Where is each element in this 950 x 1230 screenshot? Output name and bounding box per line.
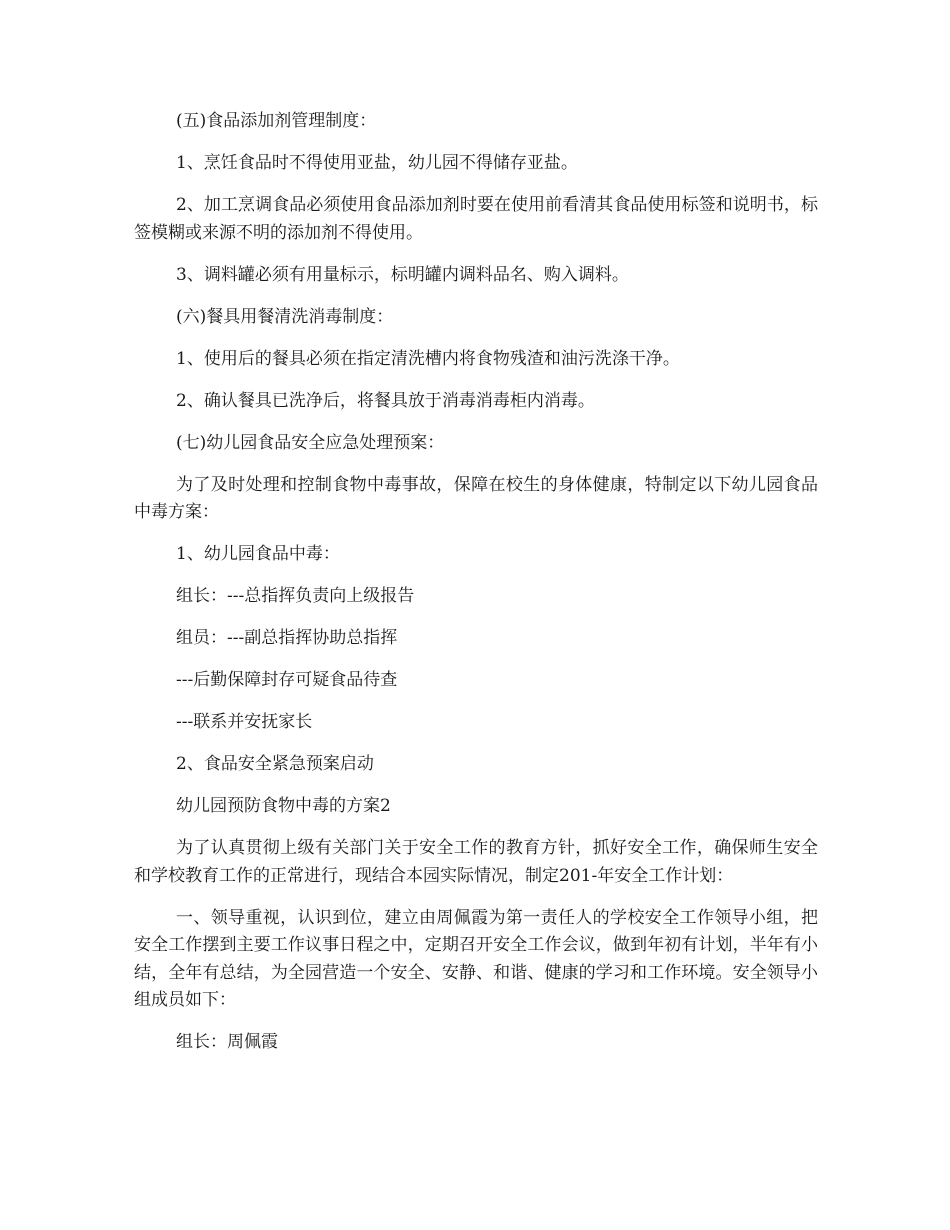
section-heading-tableware-cleaning: (六)餐具用餐清洗消毒制度： <box>176 306 394 327</box>
paragraph: ---后勤保障封存可疑食品待查 <box>176 670 398 690</box>
paragraph: 为了认真贯彻上级有关部门关于安全工作的教育方针，抓好安全工作，确保师生安全和学校教育工作的正常进行，现结合本园实际情况，制定201-年安全工作计划： <box>134 838 818 886</box>
paragraph: 1、幼儿园食品中毒： <box>176 544 340 564</box>
paragraph: 为了及时处理和控制食物中毒事故，保障在校生的身体健康，特制定以下幼儿园食品中毒方案： <box>134 474 818 522</box>
paragraph: 组长：周佩霞 <box>176 1032 278 1052</box>
paragraph: 1、使用后的餐具必须在指定清洗槽内将食物残渣和油污洗涤干净。 <box>176 348 680 369</box>
paragraph: ---联系并安抚家长 <box>176 712 313 732</box>
paragraph: 1、烹饪食品时不得使用亚盐，幼儿园不得储存亚盐。 <box>176 153 578 173</box>
paragraph: 2、确认餐具已洗净后，将餐具放于消毒消毒柜内消毒。 <box>176 390 595 411</box>
paragraph: 2、加工烹调食品必须使用食品添加剂时要在使用前看清其食品使用标签和说明书，标签模糊或来源不明的添加剂不得使用。 <box>134 195 818 243</box>
paragraph: 3、调料罐必须有用量标示，标明罐内调料品名、购入调料。 <box>176 264 629 285</box>
section-heading-emergency-plan: (七)幼儿园食品安全应急处理预案： <box>176 432 445 453</box>
paragraph: 2、食品安全紧急预案启动 <box>176 754 374 774</box>
paragraph: 组长：---总指挥负责向上级报告 <box>176 586 415 606</box>
section-heading-additive-management: (五)食品添加剂管理制度： <box>176 111 377 131</box>
document-subtitle: 幼儿园预防食物中毒的方案2 <box>176 796 391 816</box>
paragraph: 组员：---副总指挥协助总指挥 <box>176 628 398 648</box>
document-body <box>134 108 818 1071</box>
paragraph: 一、领导重视，认识到位，建立由周佩霞为第一责任人的学校安全工作领导小组，把安全工作摆到主要工作议事日程之中，定期召开安全工作会议，做到年初有计划，半年有小结，全年有总结，为全园营造一个安全、安静、和谐、健康的学习和工作环境。安全领导小组成员如下： <box>134 907 818 1010</box>
